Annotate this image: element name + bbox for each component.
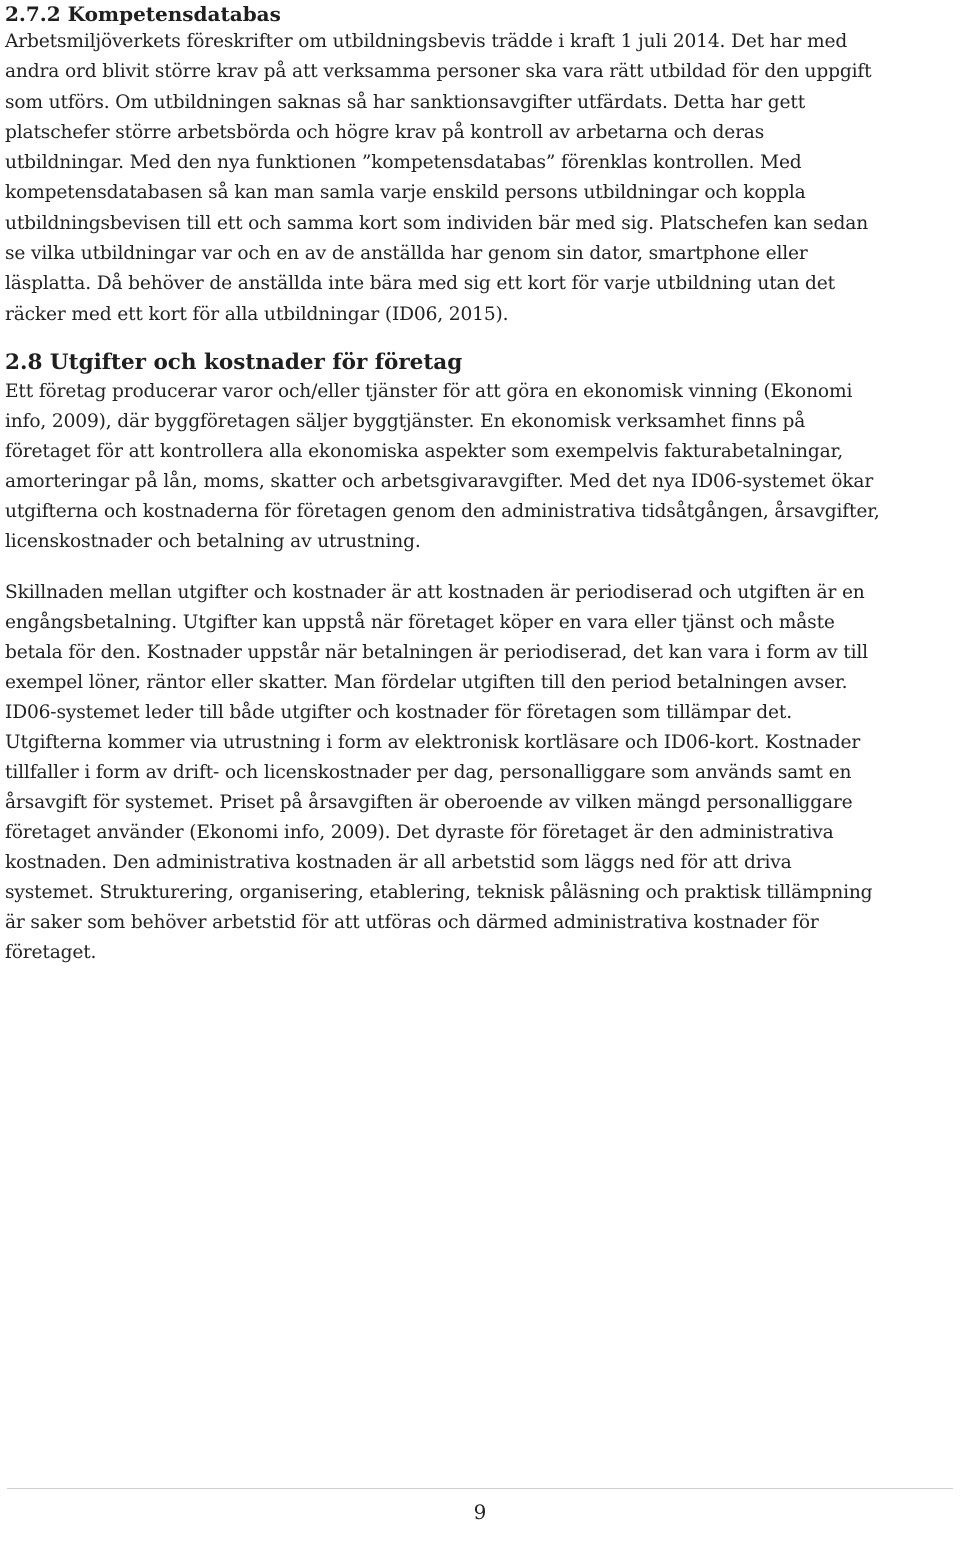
text-line: utgifterna och kostnaderna för företagen genom den administrativa tidsåtgången, årsavgifter,: [5, 500, 880, 522]
text-line: amorteringar på lån, moms, skatter och arbetsgivaravgifter. Med det nya ID06-systemet ökar: [5, 470, 874, 492]
text-line: utbildningar. Med den nya funktionen ”kompetensdatabas” förenklas kontrollen. Med: [5, 152, 802, 174]
section-kompetensdatabas: [5, 0, 955, 330]
text-line: se vilka utbildningar var och en av de anställda har genom sin dator, smartphone eller: [5, 243, 808, 265]
document-page: [5, 0, 955, 968]
text-line: engångsbetalning. Utgifter kan uppstå när företaget köper en vara eller tjänst och måste: [5, 611, 835, 633]
text-line: företaget.: [5, 941, 97, 963]
text-line: är saker som behöver arbetstid för att utföras och därmed administrativa kostnader för: [5, 911, 819, 933]
section-heading-utgifter: 2.8 Utgifter och kostnader för företag: [5, 349, 463, 375]
text-line: licenskostnader och betalning av utrustning.: [5, 530, 421, 552]
text-line: tillfaller i form av drift- och licenskostnader per dag, personalliggare som används samt en: [5, 761, 852, 783]
text-line: årsavgift för systemet. Priset på årsavgiften är oberoende av vilken mängd personalliggare: [5, 791, 853, 813]
text-line: företaget använder (Ekonomi info, 2009). Det dyraste för företaget är den administrativa: [5, 821, 834, 843]
footer-divider: [7, 1488, 953, 1489]
section-heading-kompetensdatabas: 2.7.2 Kompetensdatabas: [5, 2, 281, 26]
text-line: kompetensdatabasen så kan man samla varje enskild persons utbildningar och koppla: [5, 182, 806, 204]
text-line: betala för den. Kostnader uppstår när betalningen är periodiserad, det kan vara i form av till: [5, 641, 868, 663]
text-line: Arbetsmiljöverkets föreskrifter om utbildningsbevis trädde i kraft 1 juli 2014. Det har med: [5, 31, 848, 52]
page-number: 9: [473, 1500, 487, 1524]
text-line: ID06-systemet leder till både utgifter och kostnader för företagen som tillämpar det.: [5, 701, 792, 723]
paragraph-foretag-ekonomi: [5, 377, 955, 557]
paragraph-skillnad-utgifter-kostnader: [5, 578, 955, 968]
text-line: Skillnaden mellan utgifter och kostnader är att kostnaden är periodiserad och utgiften är en: [5, 581, 865, 603]
text-line: andra ord blivit större krav på att verksamma personer ska vara rätt utbildad för den uppgift: [5, 61, 872, 83]
text-line: exempel löner, räntor eller skatter. Man fördelar utgiften till den period betalningen avser.: [5, 671, 848, 693]
paragraph-kompetensdatabas: [5, 27, 955, 330]
text-line: systemet. Strukturering, organisering, etablering, teknisk påläsning och praktisk tillämpning: [5, 881, 873, 903]
text-line: räcker med ett kort för alla utbildningar (ID06, 2015).: [5, 303, 509, 325]
text-line: läsplatta. Då behöver de anställda inte bära med sig ett kort för varje utbildning utan det: [5, 273, 835, 295]
section-utgifter-kostnader: [5, 349, 955, 968]
text-line: som utförs. Om utbildningen saknas så har sanktionsavgifter utfärdats. Detta har gett: [5, 91, 806, 113]
paragraph-spacer: [5, 557, 955, 578]
text-line: företaget för att kontrollera alla ekonomiska aspekter som exempelvis fakturabetalningar,: [5, 440, 843, 462]
text-line: platschefer större arbetsbörda och högre krav på kontroll av arbetarna och deras: [5, 121, 765, 143]
text-line: kostnaden. Den administrativa kostnaden är all arbetstid som läggs ned för att driva: [5, 851, 792, 873]
text-line: Ett företag producerar varor och/eller tjänster för att göra en ekonomisk vinning (Ekonomi: [5, 380, 853, 402]
text-line: Utgifterna kommer via utrustning i form av elektronisk kortläsare och ID06-kort. Kostnader: [5, 731, 861, 753]
text-line: info, 2009), där byggföretagen säljer byggtjänster. En ekonomisk verksamhet finns på: [5, 410, 806, 432]
text-line: utbildningsbevisen till ett och samma kort som individen bär med sig. Platschefen kan sedan: [5, 212, 869, 234]
